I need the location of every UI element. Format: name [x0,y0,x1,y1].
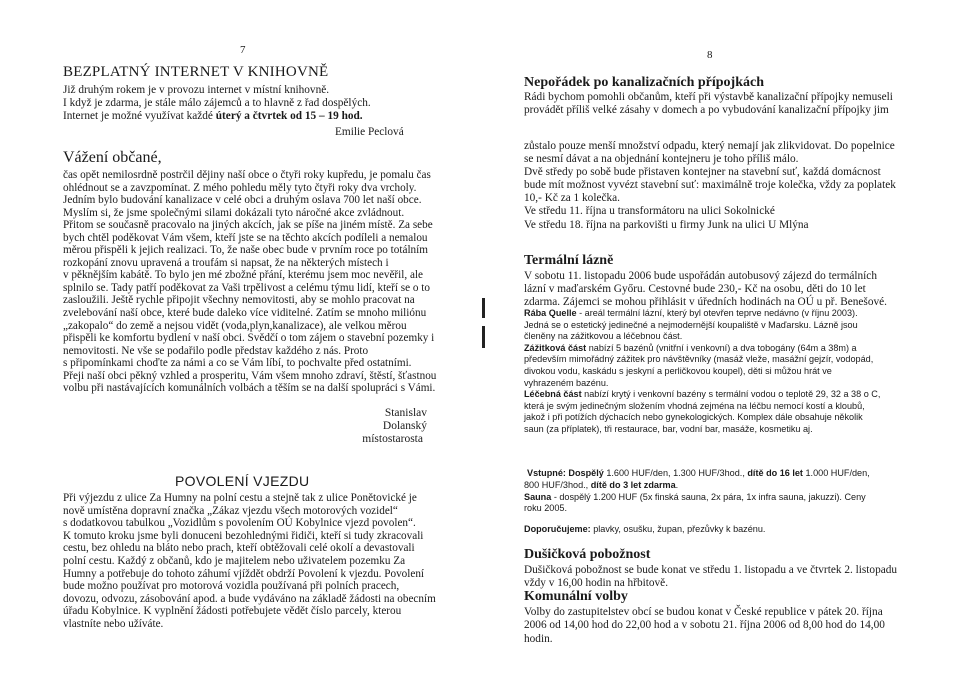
permits-line: vlastníte nebo užíváte. [63,617,164,630]
tickets-line: Vstupné: Dospělý 1.600 HUF/den, 1.300 HUF/3hod., dítě do 16 let 1.000 HUF/den, [527,468,870,478]
internet-text [63,84,403,123]
address-line: zasloužili. Ještě rychle připojit všechny nemovitosti, aby se mohlo pracovat na [63,294,415,307]
sewer-title: Nepořádek po kanalizačních přípojkách [524,75,764,90]
elections-line: hodin. [524,632,553,645]
address-line: Přeji naší obci pěkný vzhled a prosperitu, Vám všem mnoho zdraví, štěstí, šťastnou [63,369,437,382]
healing-line: jakož i při potížích dýchacích nebo gynekologických. Komplex dále obsahuje několik [524,412,863,423]
address-line: bych chtěl poděkovat Vám všem, kteří jste se na těchto akcích podíleli a nemalou [63,231,428,244]
sewer-line: bude mít možnost vyvézt stavební suť: maximálně troje kolečka, vždy za poplatek [524,179,896,192]
signature-title: místostarosta [362,433,423,445]
mass-line: vždy v 16,00 hodin na hřbitově. [524,577,669,589]
address-line: splnilo se. Tady patří poděkovat za Vaši trpělivost a celému týmu lidí, kteří se o to [63,281,430,294]
elections-line: Volby do zastupitelstev obcí se budou konat v České republice v pátek 20. října [524,606,883,618]
healing-line: která je svým jedinečným složením vhodná zejména na léčbu nemocí kostí a kloubů, [524,400,865,411]
healing-line: Léčebná část nabízí krytý i venkovní bazény s termální vodou o teplotě 29, 32 a 38 o C, [524,389,881,400]
recommend-line: Doporučujeme: plavky, osušku, župan, přezůvky k bazénu. [524,524,766,534]
sewer-line: Dvě středy po sobě bude přistaven kontejner na stavební suť, každá domácnost [524,166,881,179]
permits-line: K tomuto kroku jsme byli donuceni bezohlednými řidiči, kteří si tudy zkracovali [63,529,424,542]
address-line: rozkopání znovu upravená a troufám si napsat, že na některých místech i [63,256,389,269]
mass-line: Dušičková pobožnost se bude konat ve středu 1. listopadu a ve čtvrtek 2. listopadu [524,564,898,576]
sewer-intro [524,91,893,117]
address-line: s připomínkami choďte za námi a co se Vám líbí, to pochvalte před ostatními. [63,357,412,370]
permits-line: bude možno používat pro motorová vozidla používaná při polních pracech, [63,580,400,593]
sewer-line: se nesmí dávat a na objednání kontejneru je toho příliš málo. [524,153,799,166]
address-line: ohlédnout se a zavzpomínat. Z mého pohledu měly tyto čtyři roky dva vrcholy. [63,181,417,194]
adventure-line: Zážitková část nabízí 5 bazénů (vnitřní i venkovní) a dva tobogány (64m a 38m) a [524,342,857,353]
signature-block [341,407,427,446]
sewer-line: provádět příliš velké zásahy v domech a po vybudování kanalizační přípojky jim [524,104,889,116]
address-line: nemovitosti. Ne vše se podařilo podle představ každého z nás. Proto [63,344,369,357]
sauna-line: Sauna - dospělý 1.200 HUF (5x finská sauna, 2x pára, 1x infra sauna, jakuzzi). Ceny [524,491,866,502]
internet-title: BEZPLATNÝ INTERNET V KNIHOVNĚ [63,64,329,80]
signature-name: Stanislav Dolanský [382,407,427,432]
raba-line: Jedná se o estetický jedinečné a nejmodernější koupaliště v Maďarsku. Lázně jsou [524,319,858,330]
address-line: volbu při nastávajících komunálních volbách a těším se na další spolupráci s Vámi. [63,382,436,395]
address-line: v pěknějším kabátě. To bylo jen mé zbožné přání, kterému jsem moc nevěřil, ale [63,269,423,282]
permits-line: Při výjezdu z ulice Za Humny na polní cestu a stejně tak z ulice Ponětovické je [63,492,417,504]
permits-line: úřadu Kobylnice. K vyplnění žádosti potřebujete vědět číslo parcely, kterou [63,605,402,618]
elections-title: Komunální volby [524,589,628,604]
address-body [63,169,437,395]
adventure-line: divokou vodu, kaskádu s jeskyní a perličkovou koupel), děti si můžou hrát ve [524,365,832,376]
permits-body [63,492,436,631]
permits-line: dovozu, odvozu, zásobování apod. a bude vydáváno na základě žádosti na obecním [63,592,436,605]
baths-line: V sobotu 11. listopadu 2006 bude uspořádán autobusový zájezd do termálních [524,270,877,282]
right-page [480,0,959,696]
sewer-line: zůstalo pouze menší množství odpadu, který nemají jak zlikvidovat. Do popelnice [524,140,895,152]
permits-title: POVOLENÍ VJEZDU [175,473,310,489]
tickets-block [524,468,870,515]
adventure-line: vyhrazeném bazénu. [524,377,609,388]
sewer-line: Ve středu 11. října u transformátoru na ulici Sokolnické [524,205,775,218]
mass-title: Dušičková pobožnost [524,547,651,562]
address-line: Jedním bylo budování kanalizace v celé obci a druhým oslava 700 let naší obce. [63,194,422,207]
mass-body [524,564,897,590]
internet-line: I když je zdarma, je stále málo zájemců a to hlavně z řad dospělých. [63,97,371,109]
baths-intro [524,270,887,309]
permits-line: s dodatkovou tabulkou „Vozidlům s povolením OÚ Kobylnice vjezd povolen“. [63,517,416,530]
internet-line: Již druhým rokem je v provozu internet v místní knihovně. [63,84,330,96]
sewer-body [524,140,896,232]
address-line: měrou přispěli k jejich realizaci. To, že naše obec bude v prvním roce po totálním [63,244,428,257]
sauna-line: roku 2005. [524,503,567,514]
internet-author: Emilie Peclová [335,126,404,138]
address-line: přispěli ke komfortu bydlení v naší obci. Svědčí o tom zájem o stavební pozemky i [63,332,435,345]
sewer-line: Rádi bychom pomohli občanům, kteří při výstavbě kanalizační přípojky nemuseli [524,91,893,103]
address-greeting: Vážení občané, [63,149,162,166]
internet-line: Internet je možné využívat každé úterý a čtvrtek od 15 – 19 hod. [63,110,363,122]
page-number-right: 8 [707,49,713,61]
healing-line: saun (za příplatek), tři restaurace, bar, vodní bar, masáže, kosmetiku aj. [524,423,813,434]
elections-body [524,606,885,646]
baths-line: lázní v maďarském Győru. Cestovné bude 230,- Kč na osobu, děti do 10 let [524,283,866,295]
permits-line: nově umístěna dopravní značka „Zákaz vjezdu všech motorových vozidel“ [63,504,398,517]
sewer-line: 10,- Kč za 1 kolečka. [524,192,620,205]
permits-line: polní cestu. Každý z občanů, kdo je majitelem nebo uživatelem pozemku Za [63,554,406,567]
tickets-line: 800 HUF/3hod., dítě do 3 let zdarma. [524,479,679,490]
address-line: „zakopalo“ do země a nejsou vidět (voda,plyn,kanalizace), ale velkou měrou [63,319,407,332]
sewer-line: Ve středu 18. října na parkovišti u firmy Junk na ulici U Mlýna [524,218,809,231]
address-line: čas opět nemilosrdně postrčil dějiny naší obce o čtyři roky kupředu, je pomalu čas [63,169,431,181]
permits-line: Humny a potřebuje do tohoto záhumí vjíždět obdrží Povolení k vjezdu. Povolení [63,567,425,580]
raba-line: členěny na zážitkovou a léčebnou část. [524,331,683,342]
baths-details [524,308,880,436]
elections-line: 2006 od 14,00 hod do 22,00 hod a v sobotu 21. října 2006 od 8,00 hod do 14,00 [524,619,885,632]
internet-hours: úterý a čtvrtek od 15 – 19 hod. [215,110,363,122]
address-line: zvelebování naší obce, které bude daleko více viditelné. Zatím se mnoho miliónu [63,307,427,320]
raba-line: Rába Quelle - areál termální lázní, který byl otevřen teprve nedávno (v říjnu 2003). [524,308,858,318]
baths-line: zdarma. Zájemci se mohou přihlásit v úředních hodinách na OÚ u př. Benešové. [524,296,887,308]
baths-title: Termální lázně [524,253,614,268]
address-line: Přitom se současně pracovalo na jiných akcích, jak se píše na jiném místě. Za sebe [63,219,433,232]
page-number-left: 7 [240,44,246,56]
address-line: Myslím si, že jsme společnými silami dokázali tyto náročné akce zvládnout. [63,206,405,219]
adventure-line: především mimořádný zážitek pro návštěvníky (masáž vleže, masážní gejzír, vodopád, [524,354,874,365]
permits-line: cestu, bez ohledu na bláto nebo prach, kteří obtěžovali celé okolí a devastovali [63,542,415,555]
